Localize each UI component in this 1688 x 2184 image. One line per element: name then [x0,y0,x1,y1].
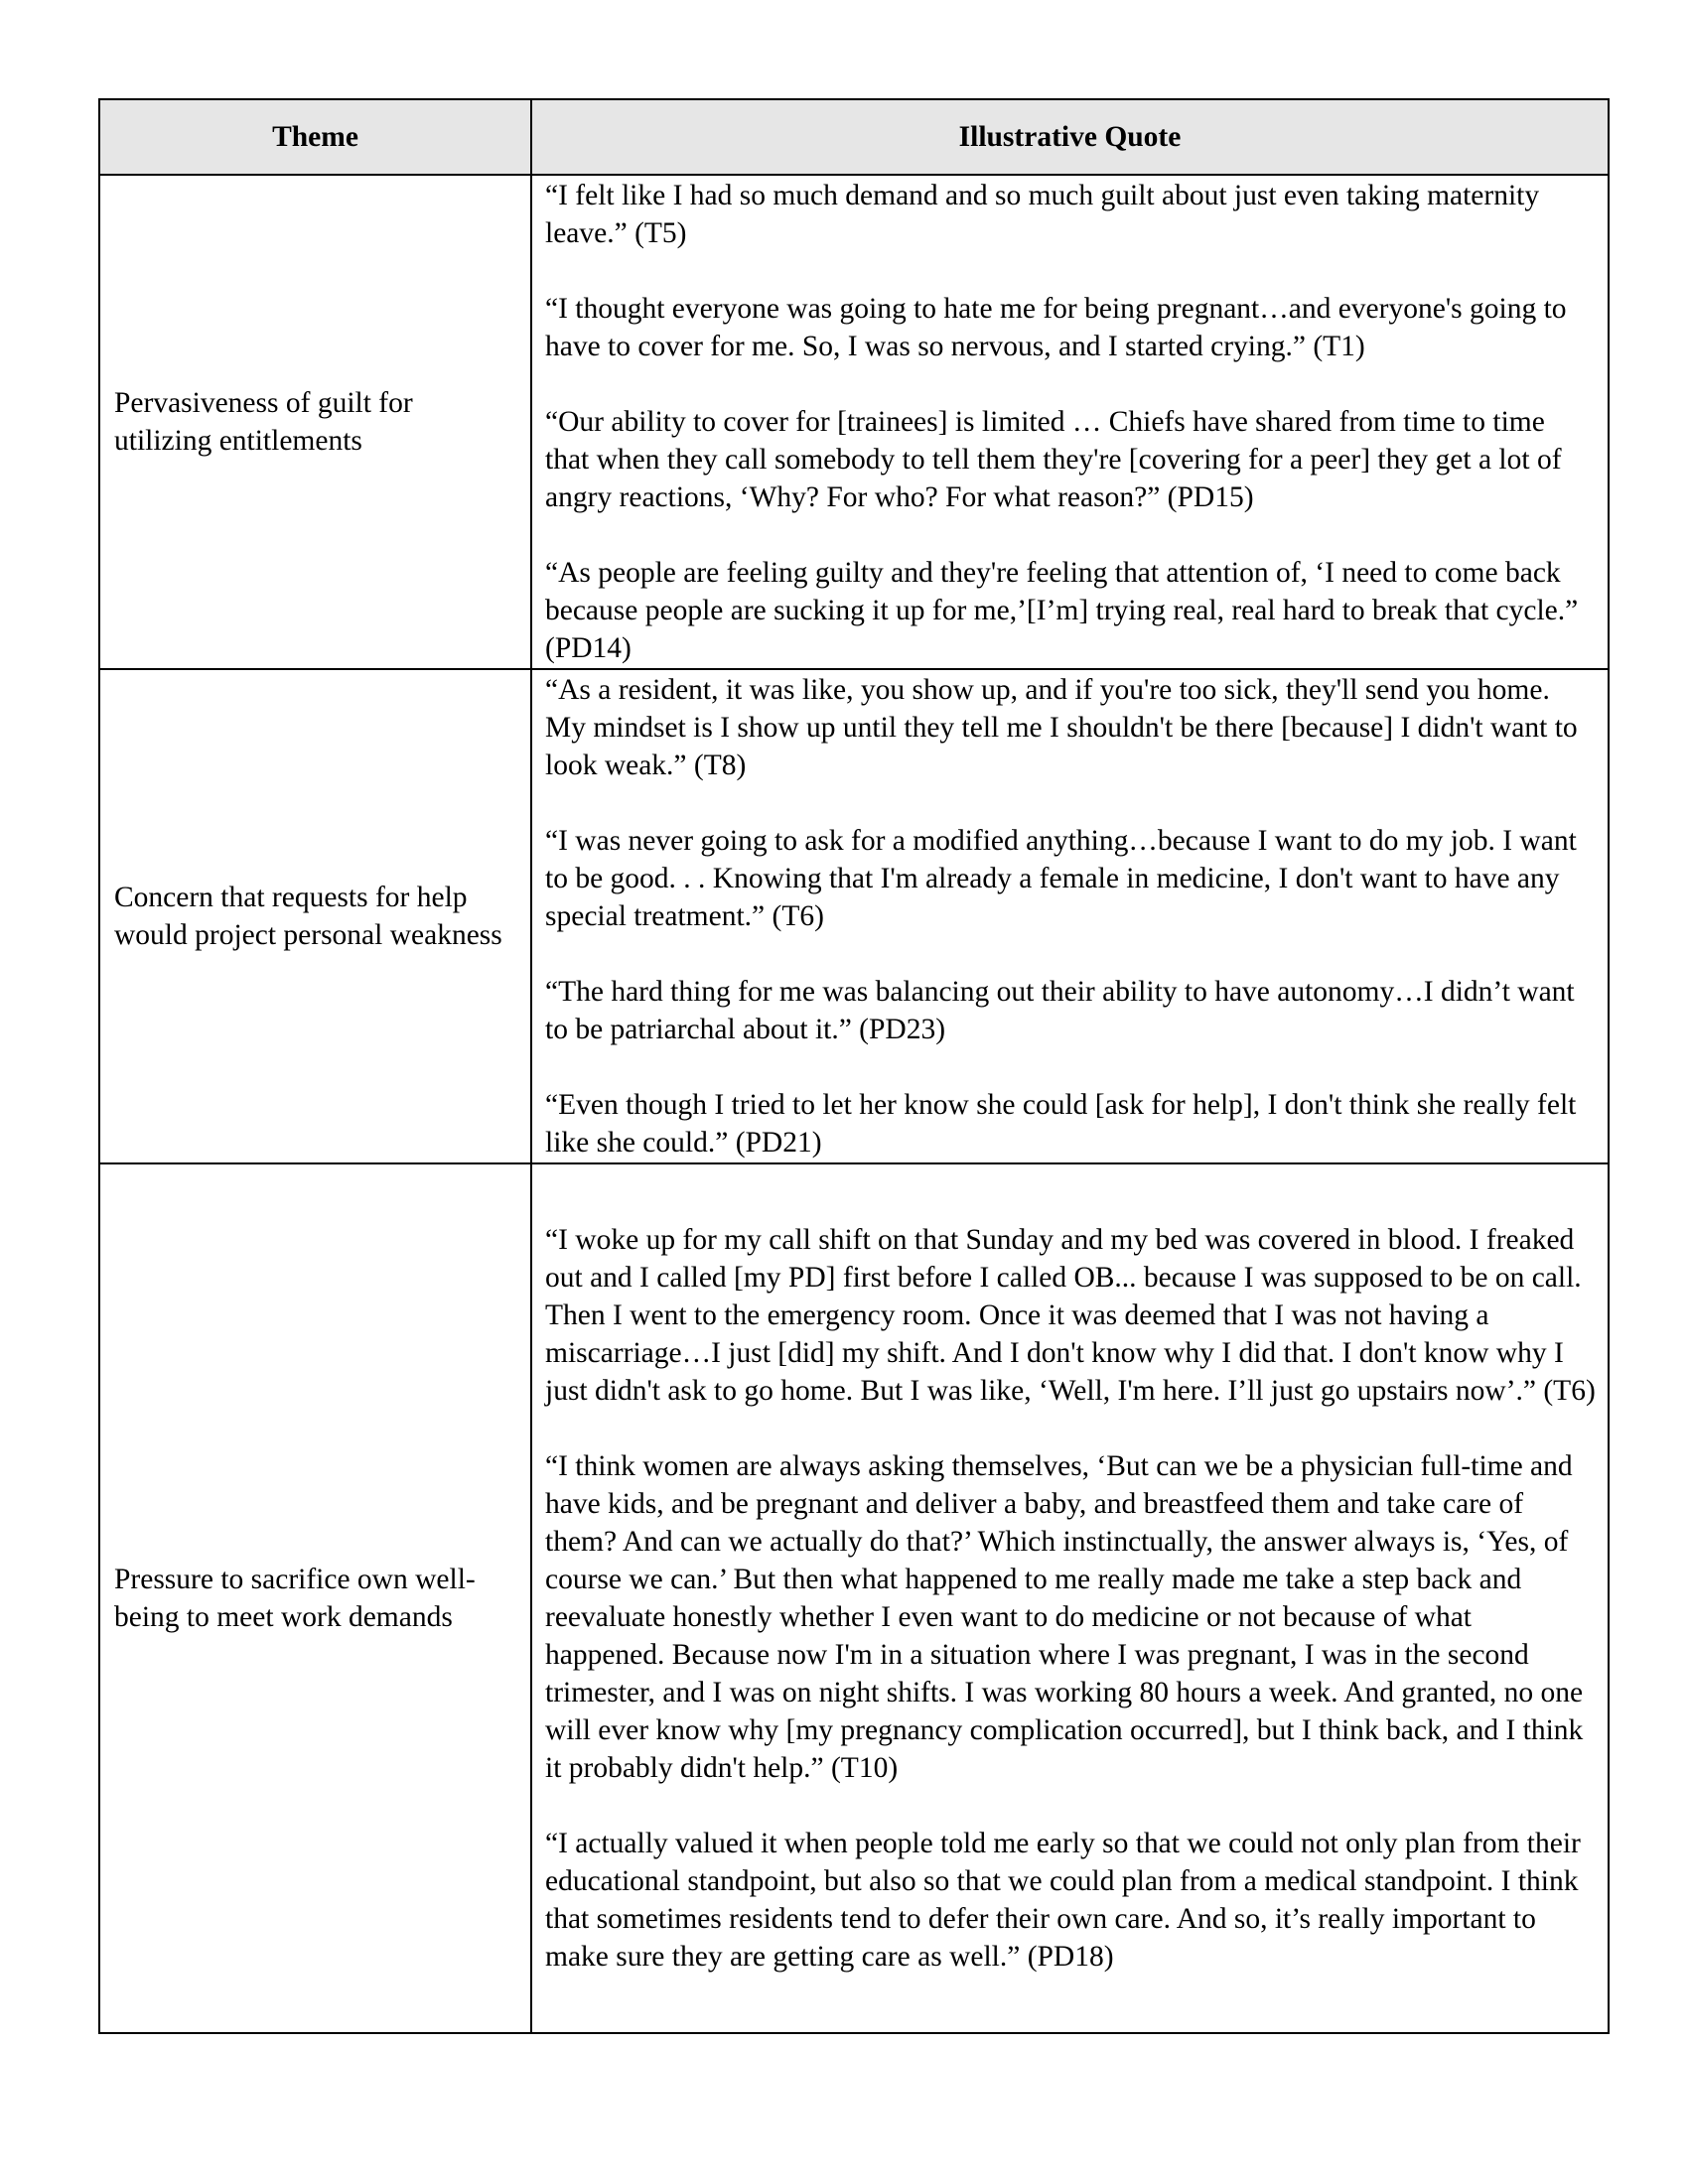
table-row [99,1163,1609,2033]
quote-text: “I actually valued it when people told me early so that we could not only plan from their educational standpoint, but also so that we could plan from a medical standpoint. I think that sometimes residents tend to defer their own care. And so, it’s really important to make sure they are getting care as well.” (PD18) [545,1828,1581,1973]
theme-column-header: Theme [99,99,531,175]
quote-text: “As people are feeling guilty and they're feeling that attention of, ‘I need to come back because people are sucking it up for me,’[I’m] trying real, real hard to break that cycle.” (PD14) [545,557,1579,664]
quote-text: “I think women are always asking themselves, ‘But can we be a physician full-time and have kids, and be pregnant and deliver a baby, and breastfeed them and take care of them? And can we actually do that?’ Which instinctually, the answer always is, ‘Yes, of course we can.’ But then what happened to me really made me take a step back and reevaluate honestly whether I even want to do medicine or not because of what happened. Because now I'm in a situation where I was pregnant, I was in the second trimester, and I was on night shifts. I was working 80 hours a week. And granted, no one will ever know why [my pregnancy complication occurred], but I think back, and I think it probably didn't help.” (T10) [545,1450,1584,1784]
quote-cell [531,175,1609,669]
header-row [99,99,1609,175]
quote-text: “As a resident, it was like, you show up, and if you're too sick, they'll send you home. My mindset is I show up until they tell me I shouldn't be there [because] I didn't want to look weak.” (T8) [545,674,1578,781]
quote-column-header: Illustrative Quote [531,99,1609,175]
quote-text: “I was never going to ask for a modified anything…because I want to do my job. I want to be good. . . Knowing that I'm already a female in medicine, I don't want to have any special treatment.” (T6) [545,825,1577,932]
quote-text: “I felt like I had so much demand and so much guilt about just even taking maternity leave.” (T5) [545,180,1540,249]
quote-text: “Even though I tried to let her know she could [ask for help], I don't think she really felt like she could.” (PD21) [545,1089,1577,1159]
table-row [99,669,1609,1163]
quote-text: “Our ability to cover for [trainees] is limited … Chiefs have shared from time to time that when they call somebody to tell them they're [covering for a peer] they get a lot of angry reactions, ‘Why? For who? For what reason?” (PD15) [545,406,1562,513]
theme-cell: Concern that requests for help would project personal weakness [99,669,531,1163]
quote-cell [531,1163,1609,2033]
quote-cell [531,669,1609,1163]
themes-quotes-table [98,98,1610,2034]
table-row [99,175,1609,669]
quote-text: “The hard thing for me was balancing out their ability to have autonomy…I didn’t want to be patriarchal about it.” (PD23) [545,976,1575,1045]
quote-text: “I woke up for my call shift on that Sunday and my bed was covered in blood. I freaked out and I called [my PD] first before I called OB... because I was supposed to be on call. Then I went to the emergency room. Once it was deemed that I was not having a miscarriage…I just [did] my shift. And I don't know why I did that. I don't know why I just didn't ask to go home. But I was like, ‘Well, I'm here. I’ll just go upstairs now’.” (T6) [545,1224,1596,1407]
theme-cell: Pervasiveness of guilt for utilizing entitlements [99,175,531,669]
theme-cell: Pressure to sacrifice own well-being to meet work demands [99,1163,531,2033]
quote-text: “I thought everyone was going to hate me for being pregnant…and everyone's going to have to cover for me. So, I was so nervous, and I started crying.” (T1) [545,293,1567,362]
